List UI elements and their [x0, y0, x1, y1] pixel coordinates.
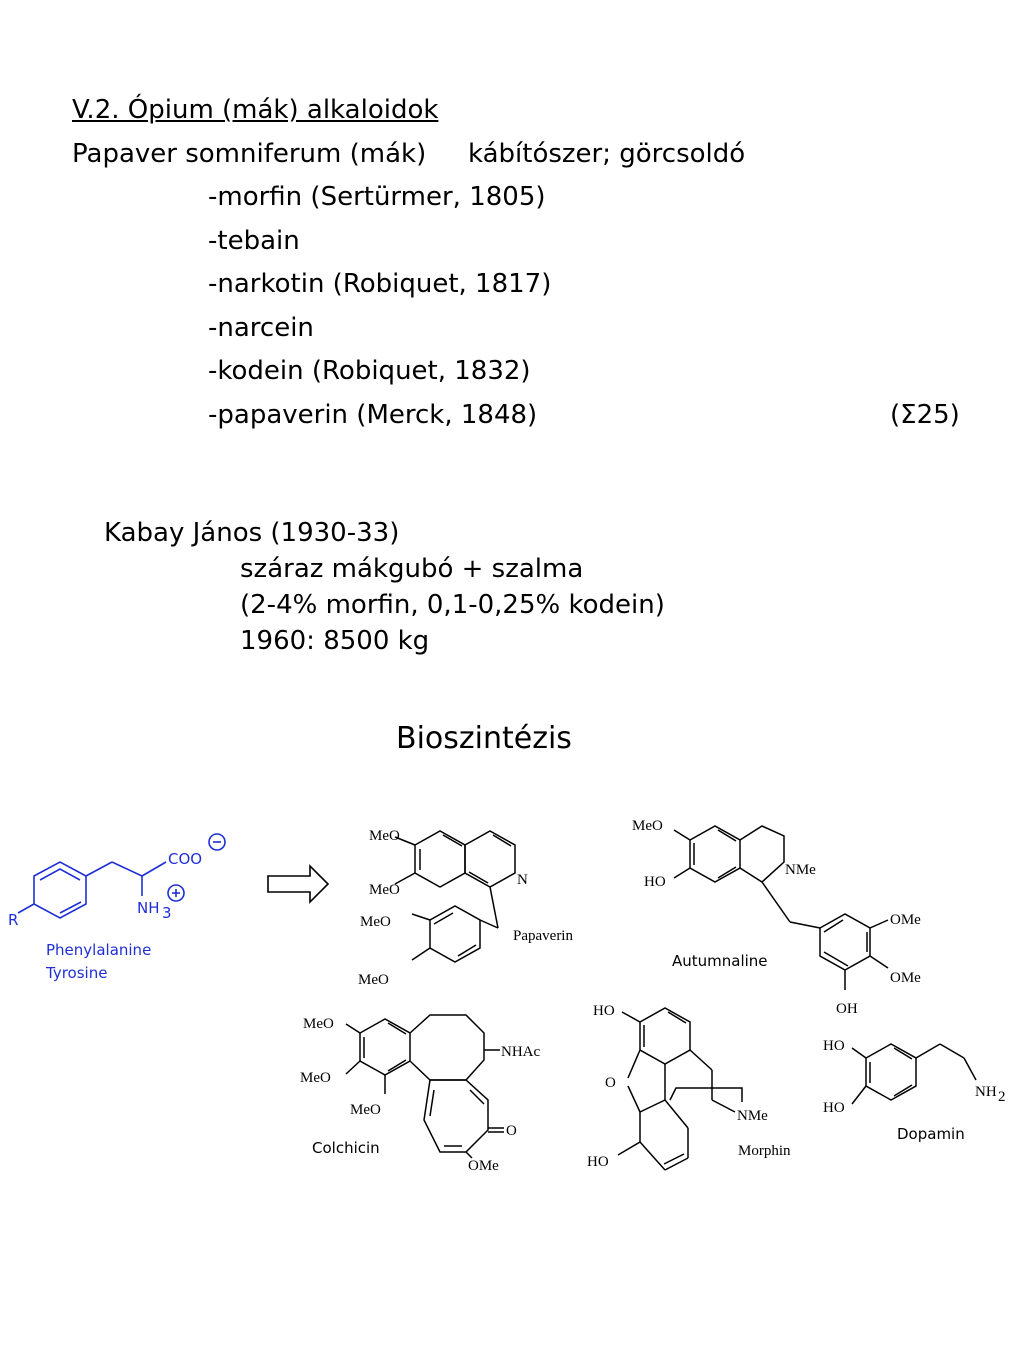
alkaloid-item: -tebain [208, 226, 300, 256]
biosynthesis-title: Bioszintézis [396, 721, 572, 756]
dopamin-subscript: 2 [998, 1089, 1006, 1105]
papaverin-label: MeO [369, 828, 400, 844]
papaverin-label: N [517, 872, 528, 888]
autumnaline-name: Autumnaline [672, 952, 768, 970]
precursor-coo-label: COO [168, 850, 203, 868]
colchicin-label: MeO [350, 1102, 381, 1118]
morphin-label: NMe [737, 1108, 768, 1124]
dopamin-label: HO [823, 1038, 845, 1054]
morphin-label: O [605, 1075, 616, 1091]
papaverin-label: MeO [358, 972, 389, 988]
kabay-line: 1960: 8500 kg [240, 626, 430, 656]
precursor-nh3-label: NH [137, 899, 160, 917]
alkaloid-item: -narcein [208, 313, 314, 343]
plant-name: Papaver somniferum (mák) [72, 139, 427, 169]
precursor-name: Phenylalanine [46, 941, 152, 959]
autumnaline-label: HO [644, 874, 666, 890]
papaverin-label: MeO [360, 914, 391, 930]
reaction-arrow [268, 866, 328, 902]
dopamin-structure [852, 1044, 976, 1104]
papaverin-label: MeO [369, 882, 400, 898]
autumnaline-label: OMe [890, 912, 921, 928]
alkaloid-item: -morfin (Sertürmer, 1805) [208, 182, 546, 212]
colchicin-structure [346, 1015, 504, 1158]
papaverin-structure [395, 831, 515, 962]
alkaloid-item: -kodein (Robiquet, 1832) [208, 356, 531, 386]
alkaloid-item: -narkotin (Robiquet, 1817) [208, 269, 552, 299]
autumnaline-label: OH [836, 1001, 858, 1017]
morphin-label: HO [593, 1003, 615, 1019]
alkaloid-total: (Σ25) [890, 400, 960, 430]
precursor-name: Tyrosine [46, 964, 108, 982]
kabay-line: száraz mákgubó + szalma [240, 554, 584, 584]
morphin-structure [618, 1008, 742, 1170]
kabay-name: Kabay János (1930-33) [104, 518, 400, 548]
slide-heading: V.2. Ópium (mák) alkaloidok [72, 95, 439, 125]
precursor-structure [18, 834, 225, 918]
autumnaline-label: MeO [632, 818, 663, 834]
morphin-label: HO [587, 1154, 609, 1170]
dopamin-name: Dopamin [897, 1125, 965, 1143]
precursor-nh3-subscript: 3 [162, 904, 172, 922]
alkaloid-item: -papaverin (Merck, 1848) [208, 400, 538, 430]
papaverin-name: Papaverin [513, 928, 573, 944]
autumnaline-label: OMe [890, 970, 921, 986]
kabay-line: (2-4% morfin, 0,1-0,25% kodein) [240, 590, 665, 620]
colchicin-label: OMe [468, 1158, 499, 1174]
colchicin-label: MeO [300, 1070, 331, 1086]
dopamin-label: NH [975, 1084, 997, 1100]
colchicin-label: MeO [303, 1016, 334, 1032]
colchicin-label: NHAc [501, 1044, 541, 1060]
colchicin-label: O [506, 1123, 517, 1139]
autumnaline-label: NMe [785, 862, 816, 878]
morphin-name: Morphin [738, 1143, 791, 1159]
colchicin-name: Colchicin [312, 1139, 380, 1157]
precursor-r-label: R [8, 911, 19, 929]
dopamin-label: HO [823, 1100, 845, 1116]
plant-effect: kábítószer; görcsoldó [468, 139, 746, 169]
